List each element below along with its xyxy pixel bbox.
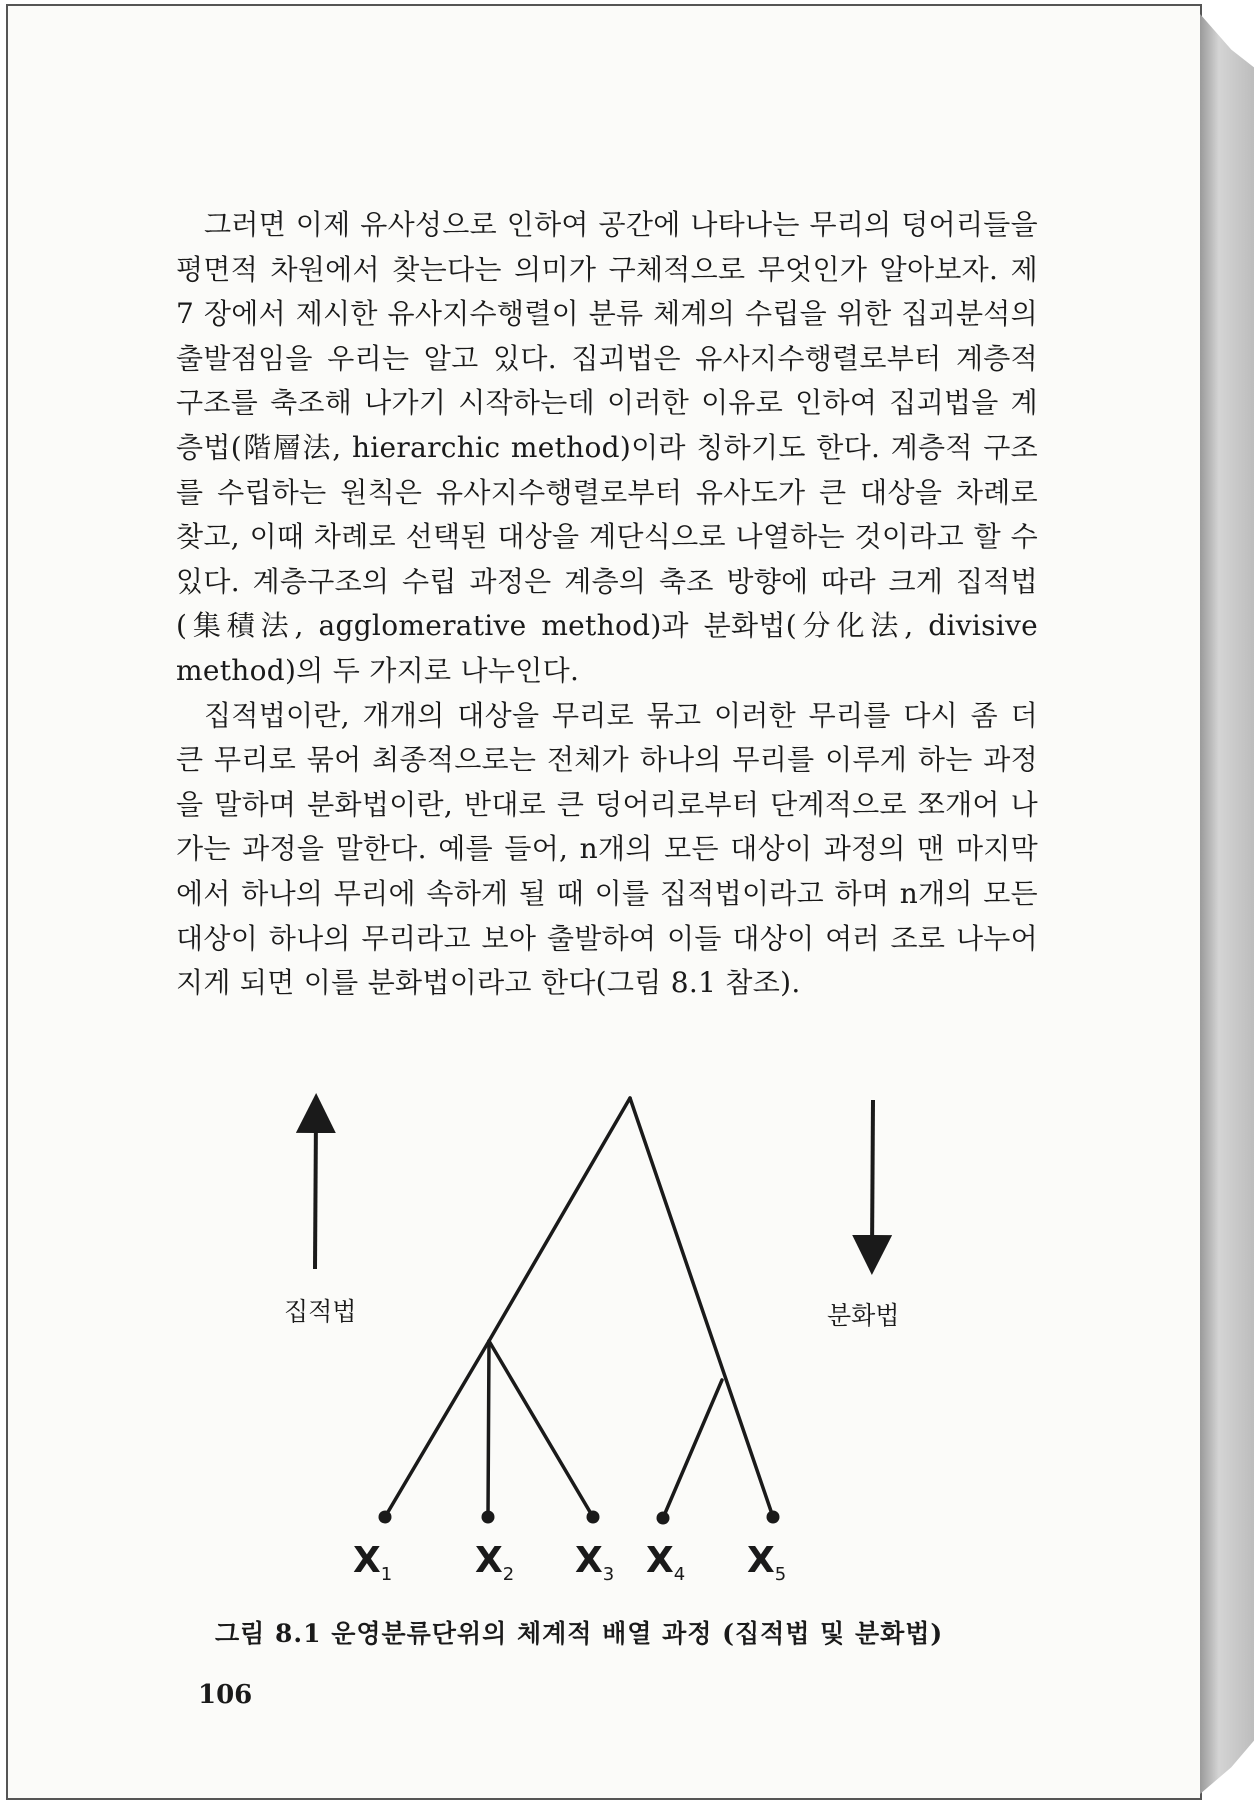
leaf-nodes — [379, 1511, 780, 1525]
dendrogram-svg — [250, 1080, 1010, 1600]
dendrogram-branches — [385, 1098, 773, 1518]
leaf-label-x1: $X_1$ — [353, 1540, 393, 1586]
leaf-node-x5 — [767, 1511, 780, 1524]
branch-x2 — [488, 1341, 489, 1517]
dendrogram-figure — [250, 1080, 1010, 1600]
up-arrow — [315, 1113, 316, 1269]
figure-caption: 그림 8.1 운영분류단위의 체계적 배열 과정 (집적법 및 분화법) — [215, 1619, 944, 1648]
leaf-label-x5: $X_5$ — [747, 1540, 787, 1586]
branch-x3 — [489, 1341, 593, 1517]
paragraph-2: 집적법이란, 개개의 대상을 무리로 묶고 이러한 무리를 다시 좀 더 큰 무리로 묶어 최종적으로는 전체가 하나의 무리를 이루게 하는 과정을 말하며 분화법이란, 반대로 큰 덩어리로부터 단계적으로 쪼개어 나가는 과정을 말한다. 예를 들어, n개의 모든 대상이 과정의 맨 마지막에서 하나의 무리에 속하게 될 때 이를 집적법이라고 하며 n개의 모든 대상이 하나의 무리라고 보아 출발하여 이들 대상이 여러 조로 나누어지게 되면 이를 분화법이라고 한다(그림 8.1 참조). — [176, 698, 1038, 1000]
leaf-node-x1 — [379, 1511, 392, 1524]
agglomerative-label: 집적법 — [284, 1297, 357, 1326]
down-arrow — [872, 1100, 873, 1255]
divisive-label: 분화법 — [827, 1301, 900, 1330]
branch-x4 — [663, 1380, 722, 1518]
leaf-node-x3 — [587, 1511, 600, 1524]
leaf-node-x4 — [657, 1512, 670, 1525]
leaf-label-x3: $X_3$ — [575, 1540, 615, 1586]
branch-root-right — [630, 1098, 773, 1517]
page-edge — [1200, 14, 1254, 1794]
body-text — [176, 203, 1038, 1006]
leaf-label-x2: $X_2$ — [475, 1540, 515, 1586]
page-number: 106 — [198, 1680, 253, 1710]
branch-x1 — [385, 1341, 489, 1517]
leaf-node-x2 — [482, 1511, 495, 1524]
branch-root-left — [489, 1098, 630, 1341]
leaf-label-x4: $X_4$ — [646, 1540, 686, 1586]
paragraph-1: 그러면 이제 유사성으로 인하여 공간에 나타나는 무리의 덩어리들을 평면적 차원에서 찾는다는 의미가 구체적으로 무엇인가 알아보자. 제 7 장에서 제시한 유사지수행렬이 분류 체계의 수립을 위한 집괴분석의 출발점임을 우리는 알고 있다. 집괴법은 유사지수행렬로부터 계층적 구조를 축조해 나가기 시작하는데 이러한 이유로 인하여 집괴법을 계층법(階層法, hierarchic method)이라 칭하기도 한다. 계층적 구조를 수립하는 원칙은 유사지수행렬로부터 유사도가 큰 대상을 차례로 찾고, 이때 차례로 선택된 대상을 계단식으로 나열하는 것이라고 할 수 있다. 계층구조의 수립 과정은 계층의 축조 방향에 따라 크게 집적법(集積法, agglomerative method)과 분화법(分化法, divisive method)의 두 가지로 나누인다. — [176, 208, 1038, 687]
